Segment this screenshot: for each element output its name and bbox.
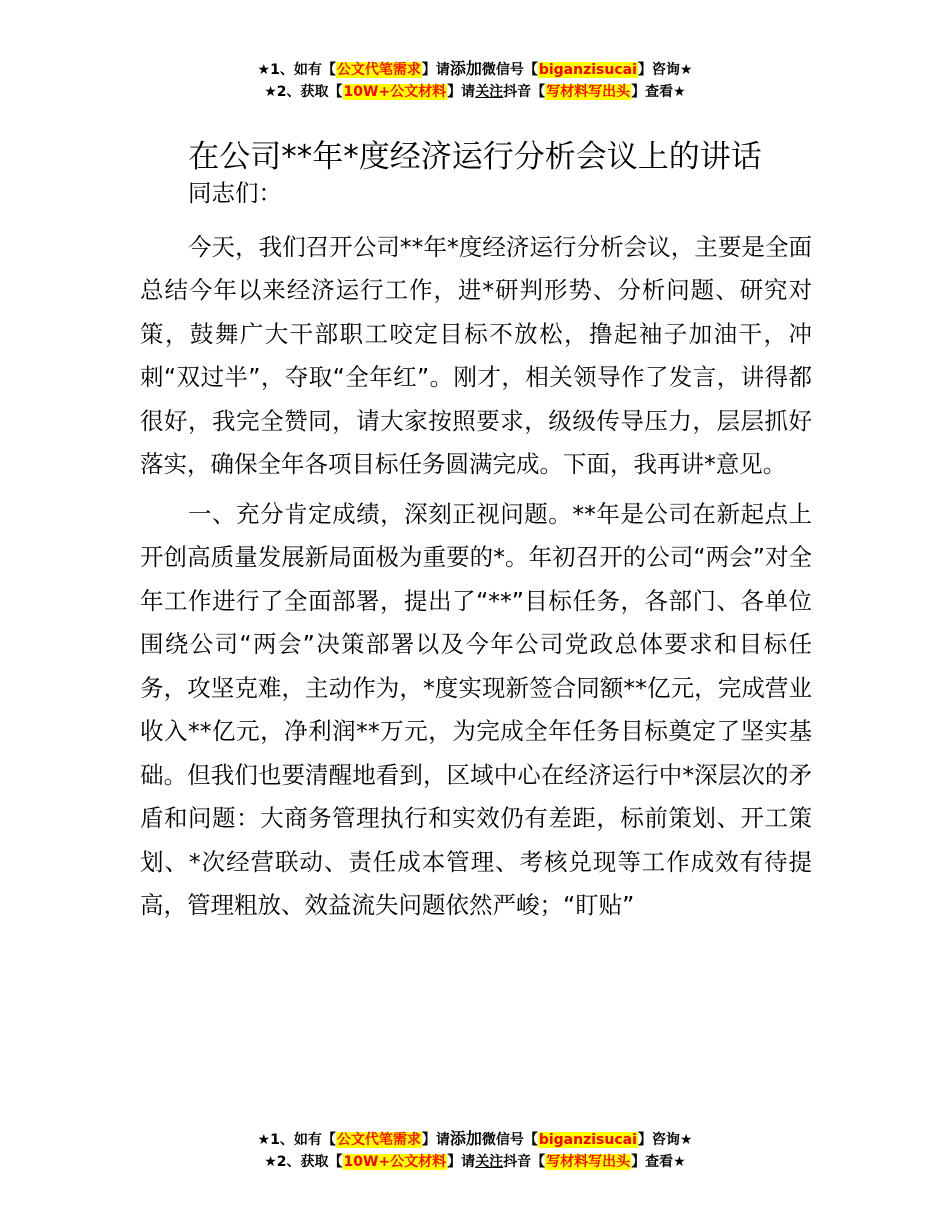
- ad-highlight: 10W+公文材料: [343, 84, 447, 100]
- ad-highlight: 公文代笔需求: [336, 62, 421, 78]
- document-body: [140, 172, 812, 928]
- header-ad-banner: [0, 58, 950, 103]
- document-title: 在公司**年*度经济运行分析会议上的讲话: [188, 138, 762, 175]
- ad-line-2: ★2、获取【10W+公文材料】请关注抖音【写材料写出头】查看★: [264, 84, 686, 100]
- ad-highlight: 10W+公文材料: [343, 1154, 447, 1170]
- paragraph-section-one: 一、充分肯定成绩，深刻正视问题。**年是公司在新起点上开创高质量发展新局面极为重要的*。年初召开的公司“两会”对全年工作进行了全面部署，提出了“**”目标任务，各部门、各单位围绕公司“两会”决策部署以及今年公司党政总体要求和目标任务，攻坚克难，主动作为，*度实现新签合同额**亿元，完成营业收入**亿元，净利润**万元，为完成全年任务目标奠定了坚实基础。但我们也要清醒地看到，区域中心在经济运行中*深层次的矛盾和问题：大商务管理执行和实效仍有差距，标前策划、开工策划、*次经营联动、责任成本管理、考核兑现等工作成效有待提高，管理粗放、效益流失问题依然严峻；“盯贴”: [140, 499, 812, 919]
- ad-highlight: 公文代笔需求: [336, 1132, 421, 1148]
- ad-line-2: ★2、获取【10W+公文材料】请关注抖音【写材料写出头】查看★: [264, 1154, 686, 1170]
- ad-douyin-id: 写材料写出头: [546, 84, 631, 100]
- greeting: 同志们：: [188, 179, 282, 207]
- ad-wechat-id: biganzisucai: [538, 1132, 637, 1148]
- ad-line-1: ★1、如有【公文代笔需求】请添加微信号【biganzisucai】咨询★: [257, 59, 693, 78]
- ad-wechat-id: biganzisucai: [538, 62, 637, 78]
- ad-douyin-id: 写材料写出头: [546, 1154, 631, 1170]
- ad-line-1: ★1、如有【公文代笔需求】请添加微信号【biganzisucai】咨询★: [257, 1129, 693, 1148]
- paragraph-intro: 今天，我们召开公司**年*度经济运行分析会议，主要是全面总结今年以来经济运行工作，进*研判形势、分析问题、研究对策，鼓舞广大干部职工咬定目标不放松，撸起袖子加油干，冲刺“双过半”，夺取“全年红”。刚才，相关领导作了发言，讲得都很好，我完全赞同，请大家按照要求，级级传导压力，层层抓好落实，确保全年各项目标任务圆满完成。下面，我再讲*意见。: [140, 232, 812, 478]
- footer-ad-banner: [0, 1128, 950, 1173]
